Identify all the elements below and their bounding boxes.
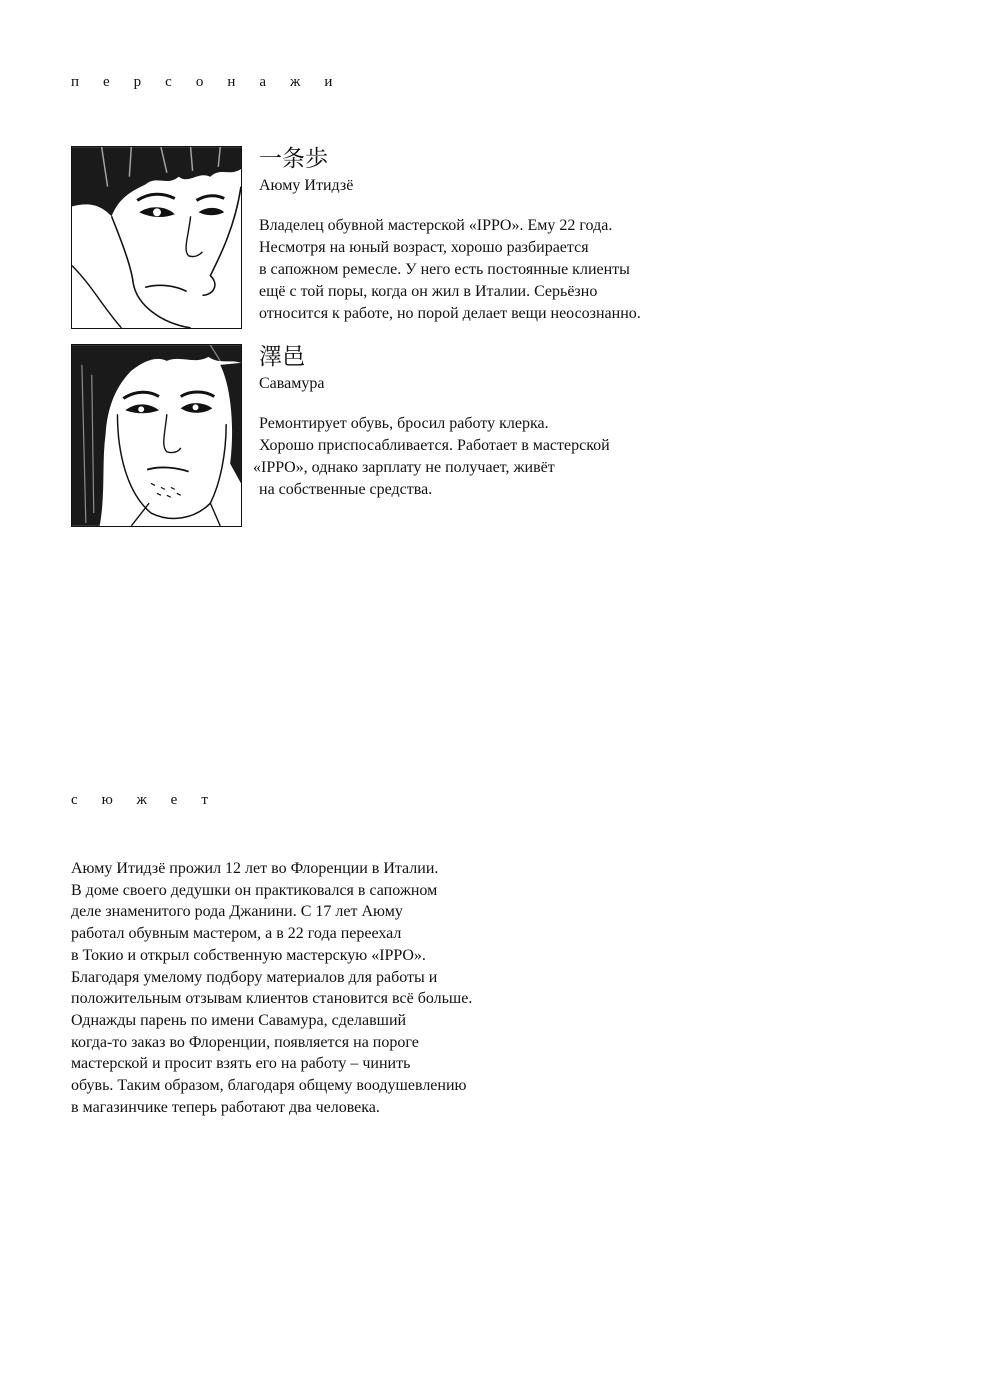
plot-line: когда-то заказ во Флоренции, появляется на пороге (71, 1033, 419, 1051)
description-line: ещё с той поры, когда он жил в Италии. Серьёзно (259, 283, 598, 300)
plot-text (71, 858, 631, 1118)
character-name: Савамура (259, 375, 325, 392)
description-line: относится к работе, но порой делает вещи неосознанно. (259, 305, 641, 322)
plot-line: обувь. Таким образом, благодаря общему воодушевлению (71, 1077, 467, 1095)
description-line: Ремонтирует обувь, бросил работу клерка. (259, 415, 549, 432)
description-line: Владелец обувной мастерской «IPPO». Ему 22 года. (259, 217, 613, 234)
plot-line: Благодаря умелому подбору материалов для работы и (71, 968, 438, 986)
plot-line: в магазинчике теперь работают два человека. (71, 1098, 380, 1116)
plot-line: мастерской и просит взять его на работу – чинить (71, 1055, 411, 1073)
plot-line: положительным отзывам клиентов становится всё больше. (71, 990, 473, 1008)
description-line: в сапожном ремесле. У него есть постоянные клиенты (259, 261, 630, 278)
characters-heading: персонажи (71, 74, 357, 90)
character-description (259, 215, 949, 325)
plot-line: Аюму Итидзё прожил 12 лет во Флоренции в Италии. (71, 860, 439, 877)
plot-line: работал обувным мастером, а в 22 года переехал (71, 925, 402, 943)
plot-line: деле знаменитого рода Джанини. С 17 лет Аюму (71, 903, 403, 921)
description-line: Хорошо приспосабливается. Работает в мастерской (259, 437, 610, 454)
description-line: на собственные средства. (259, 481, 433, 498)
character-description (253, 413, 949, 501)
plot-line: в Токио и открыл собственную мастерскую «IPPO». (71, 946, 426, 964)
ayumu-portrait-drawing (72, 147, 241, 328)
description-line: Несмотря на юный возраст, хорошо разбирается (259, 239, 589, 256)
plot-line: В доме своего дедушки он практиковался в сапожном (71, 881, 438, 899)
plot-line: Однажды парень по имени Савамура, сделавший (71, 1011, 407, 1029)
character-name: Аюму Итидзё (259, 177, 354, 194)
character-ayumu (259, 144, 949, 325)
character-kanji: 澤邑 (259, 344, 305, 370)
description-line: «IPPO», однако зарплату не получает, живёт (253, 459, 555, 476)
sawamura-portrait (71, 344, 242, 527)
sawamura-portrait-drawing (72, 345, 241, 526)
ayumu-portrait (71, 146, 242, 329)
character-kanji: 一条歩 (259, 146, 328, 172)
plot-heading: сюжет (71, 792, 232, 808)
character-sawamura (253, 342, 949, 501)
